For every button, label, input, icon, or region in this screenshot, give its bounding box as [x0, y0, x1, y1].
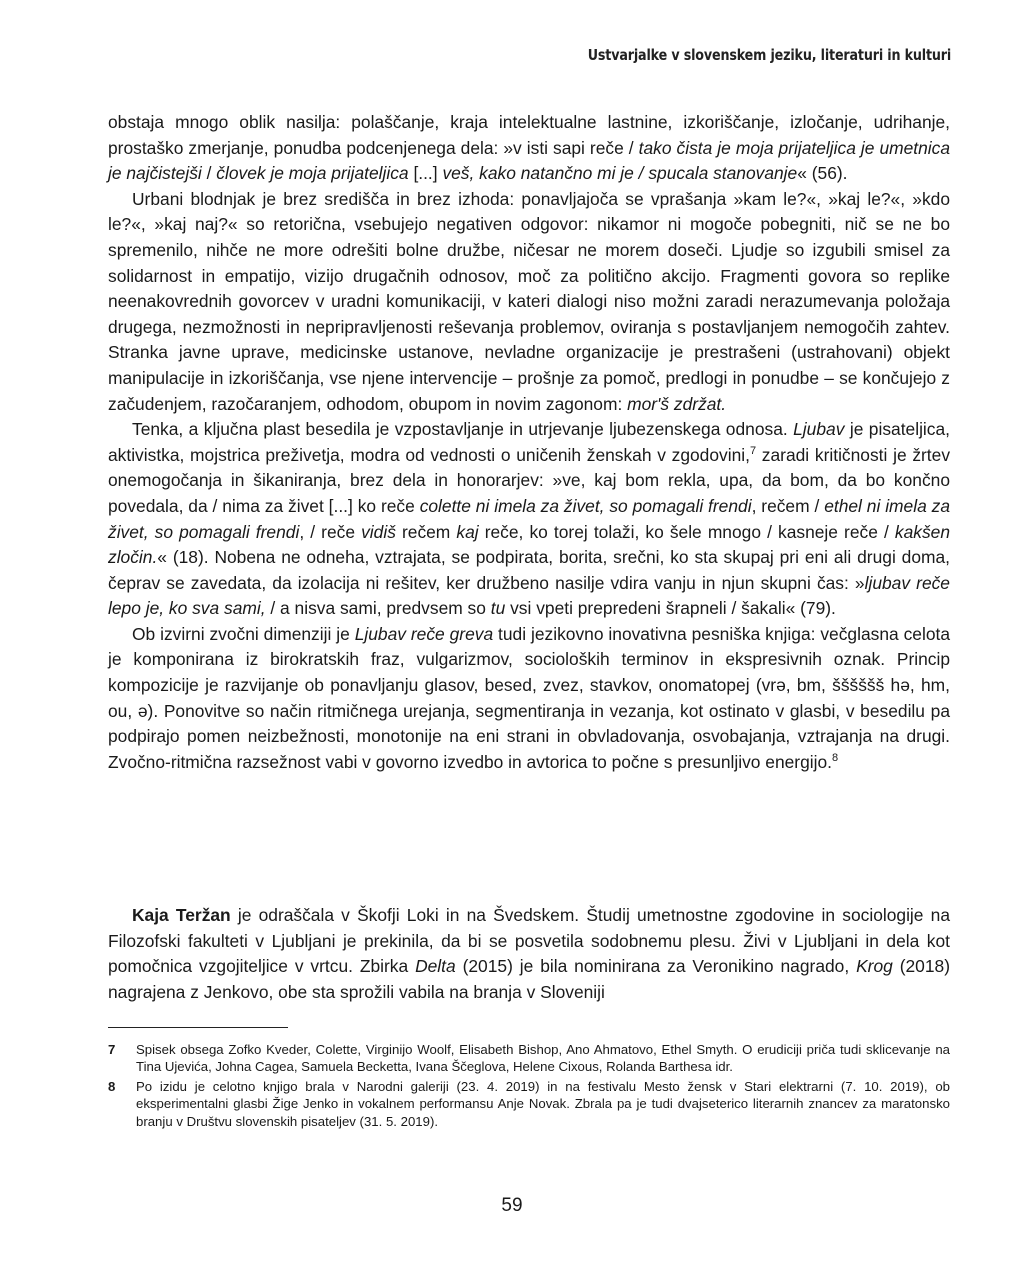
footnote-separator [108, 1027, 288, 1028]
author-bio [108, 903, 950, 1005]
footnote-number: 7 [108, 1042, 116, 1057]
italic-run: ljubav reče lepo je, ko sva sami, [108, 572, 950, 619]
paragraph: Ob izvirni zvočni dimenziji je Ljubav reče greva tudi jezikovno inovativna pesniška knjiga: večglasna celota je komponirana iz birokratskih fraz, vulgarizmov, socioloških terminov in ekspresivnih oznak. Princip kompozicije je razvijanje ob ponavljanju glasov, besed, zvez, stavkov, onomatopej (vrə, bm, šššššš hə, hm, ou, ə). Ponovitve so način ritmičnega urejanja, segmentiranja in vezanja, kot ostinato v glasbi, v besedilu pa podpirajo pomen neizbežnosti, monotonije na eni strani in obvladovanja, osvobajanja, vztrajanja na drugi. Zvočno-ritmična razsežnost vabi v govorno izvedbo in avtorica to počne s presunljivo energijo.$^8$ [108, 623, 950, 772]
italic-run: mor'š zdržat. [627, 393, 727, 414]
italic-run: Krog [856, 956, 893, 977]
italic-run: Delta [415, 956, 456, 977]
footnote-text: Po izidu je celotno knjigo brala v Narodni galeriji (23. 4. 2019) in na festivalu Mesto žensk v Stari elektrarni (7. 10. 2019), ob eksperimentalni glasbi Žige Jenko in vokalnem performansu Anje Novak. Zbrala pa je tudi dvajseterico literarnih znancev za maratonsko branju v Društvu slovenskih pisateljev (31. 5. 2019). [136, 1078, 950, 1129]
italic-run: Ljubav [793, 419, 845, 440]
italic-run: kakšen zločin. [108, 521, 950, 568]
paragraph: Tenka, a ključna plast besedila je vzpostavljanje in utrjevanje ljubezenskega odnosa. Ljubav je pisateljica, aktivistka, mojstrica preživetja, modra od vednosti o uničenih ženskah v zgodovini,$^7$ zaradi kritičnosti je žrtev onemogočanja in šikaniranja, brez dela in honorarjev: »ve, kaj bom rekla, upa, da bom, da bo končno povedala, da / nima za živet [...] ko reče colette ni imela za živet, so pomagali frendi, rečem / ethel ni imela za živet, so pomagali frendi, / reče vidiš rečem kaj reče, ko torej tolaži, ko šele mnogo / kasneje reče / kakšen zločin.« (18). Nobena ne odneha, vztrajata, se podpirata, borita, srečni, ko sta skupaj pri eni ali drugi doma, čeprav se zavedata, da izolacija ni rešitev, ker družbeno nasilje vdira vanju in njun skupni čas: »ljubav reče lepo je, ko sva sami, / a nisva sami, predvsem so tu vsi vpeti prepredeni šrapneli / šakali« (79). [108, 419, 951, 619]
italic-run: tu [490, 598, 506, 619]
page-number: 59 [501, 1195, 523, 1216]
italic-run: Ljubav reče greva [354, 623, 494, 644]
bio-paragraph: Kaja Teržan je odraščala v Škofji Loki in na Švedskem. Študij umetnostne zgodovine in sociologije na Filozofski fakulteti v Ljubljani je prekinila, da bi se posvetila sodobnemu plesu. Živi v Ljubljani in dela kot pomočnica vzgojiteljice v vrtcu. Zbirka Delta (2015) je bila nominirana za Veronikino nagrado, Krog (2018) nagrajena z Jenkovo, obe sta sprožili vabila na branja v Sloveniji [108, 905, 950, 1002]
italic-run: tako čista je moja prijateljica je umetnica je najčistejši [108, 137, 951, 184]
italic-run: kaj [456, 521, 479, 542]
paragraph: Urbani blodnjak je brez središča in brez izhoda: ponavljajoča se vprašanja »kam le?«, »kaj le?«, »kdo le?«, »kaj naj?« so retorična, vsebujejo negativen odgovor: nikamor ni mogoče pobegniti, nič se ne bo spremenilo, nihče ne more odrešiti bolne družbe, ničesar ne morem doseči. Ljudje so izgubili smisel za solidarnost in empatijo, vizijo drugačnih odnosov, moč za politično akcijo. Fragmenti govora so replike neenakovrednih govorcev v uradni komunikaciji, v kateri dialogi niso možni zaradi nerazumevanja položaja drugega, nezmožnosti in nepripravljenosti reševanja problemov, oviranja s postavljanjem nemogočih zahtev. Stranka javne uprave, medicinske ustanove, nevladne organizacije je prestrašeni (ustrahovani) objekt manipulacije in izkoriščanja, vse njene intervencije – prošnje za pomoč, predlogi in ponudbe – se končujejo z začudenjem, razočaranjem, odhodom, obupom in novim zagonom: mor'š zdržat. [108, 188, 950, 414]
footnote [108, 1041, 950, 1076]
italic-run: ethel ni imela za živet, so pomagali frendi [108, 495, 950, 542]
footnote-number: 8 [108, 1078, 116, 1094]
running-head: Ustvarjalke v slovenskem jeziku, literaturi in kulturi [587, 46, 951, 64]
paragraph: obstaja mnogo oblik nasilja: polaščanje, kraja intelektualne lastnine, izkoriščanje, izločanje, udrihanje, prostaško zmerjanje, ponudba podcenjenega dela: »v isti sapi reče / tako čista je moja prijateljica je umetnica je najčistejši / človek je moja prijateljica [...] veš, kako natančno mi je / spucala stanovanje« (56). [108, 112, 951, 184]
italic-run: veš, kako natančno mi je / spucala stanovanje [442, 163, 798, 184]
italic-run: colette ni imela za živet, so pomagali frendi [419, 495, 752, 516]
footnote-ref: 8 [832, 751, 839, 764]
footnote-ref: 7 [749, 444, 757, 457]
footnote-text: Spisek obsega Zofko Kveder, Colette, Virginijo Woolf, Elisabeth Bishop, Ano Ahmatovo, Ethel Smyth. O erudiciji priča tudi sklicevanje na Tina Ujevića, Johna Cagea, Samuela Becketta, Ivana Ščeglova, Helene Cixous, Rolanda Barthesa idr. [136, 1042, 950, 1075]
author-name: Kaja Teržan [132, 905, 231, 925]
footnotes [108, 1041, 950, 1132]
italic-run: človek je moja prijateljica [216, 163, 409, 184]
footnote [108, 1078, 950, 1130]
italic-run: vidiš [361, 521, 396, 542]
main-text [108, 110, 950, 775]
